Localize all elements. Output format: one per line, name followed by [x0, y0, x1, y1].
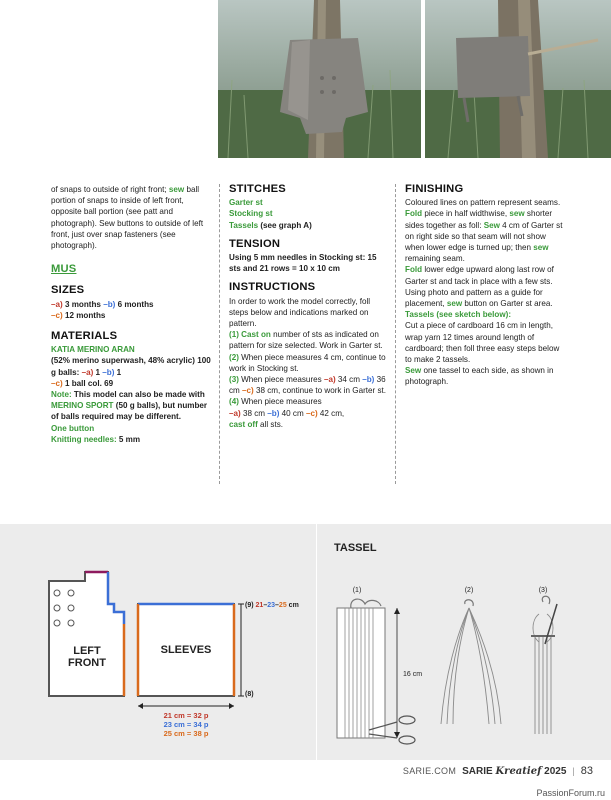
- column-separator: [395, 184, 396, 484]
- finishing-paragraph-3: Fold lower edge upward along last row of Garter st and tack in place with a few sts. Using photo and pattern as a guide for placement, sew button on Garter st area.: [405, 265, 554, 309]
- marker-8: (8): [245, 691, 254, 698]
- left-front-label: LEFT: [73, 645, 101, 657]
- instructions-intro: In order to work the model correctly, foll steps below and indications marked on pattern.: [229, 296, 371, 329]
- footer-divider: |: [572, 766, 575, 776]
- width-size-c: 25 cm = 38 p: [163, 729, 209, 738]
- column-2: [229, 184, 389, 430]
- section-heading-tension: TENSION: [229, 237, 281, 250]
- column-1: [51, 184, 213, 445]
- tassel-title: TASSEL: [334, 542, 377, 554]
- step-3-label: (3): [538, 587, 548, 594]
- instruction-step-2: (2) When piece measures 4 cm, continue to work in Stocking st.: [229, 352, 386, 373]
- width-size-b: 23 cm = 34 p: [163, 720, 209, 729]
- left-front-piece: [49, 572, 124, 696]
- watermark: PassionForum.ru: [536, 788, 605, 798]
- section-heading-mus: MUS: [51, 263, 77, 276]
- footer-brand: SARIE Kreatief 2025: [462, 765, 567, 777]
- step-2-label: (2): [464, 587, 474, 594]
- stitches-list: Garter st Stocking st Tassels (see graph A): [229, 198, 312, 230]
- sleeves-label: SLEEVES: [160, 644, 212, 656]
- page-footer: [403, 765, 593, 777]
- tassels-paragraph: Cut a piece of cardboard 16 cm in length, wrap yarn 12 times around length of cardboard; then foll three easy steps below to make 2 tassels.: [405, 321, 560, 365]
- tension-text: Using 5 mm needles in Stocking st: 15 sts and 21 rows = 10 x 10 cm: [229, 253, 377, 274]
- section-heading-instructions: INSTRUCTIONS: [229, 281, 316, 294]
- tassel-step-1: [337, 599, 422, 744]
- sizes-text: –a) 3 months –b) 6 months –c) 12 months: [51, 299, 154, 320]
- tassel-diagram: [317, 524, 611, 760]
- finishing-paragraph-2: Fold piece in half widthwise, sew shorter sides together as foll: Sew 4 cm of Garter st on right side so that seam will not show when lower edge is turned up; then sew remaining seam.: [405, 209, 563, 264]
- column-separator: [219, 184, 220, 484]
- footer-site: SARIE.COM: [402, 766, 457, 776]
- snaps-paragraph: of snaps to outside of right front; sew ball portion of snaps to inside of left front, opposite ball portion (see patt and photograph). Sew buttons to outside of left front, just over snap fasteners (see photograph).: [51, 185, 204, 251]
- left-front-label: FRONT: [68, 657, 106, 669]
- photo-illustration: [218, 0, 611, 158]
- instruction-step-3: (3) When piece measures –a) 34 cm –b) 36 cm –c) 38 cm, continue to work in Garter st.: [229, 375, 387, 396]
- tassels-heading: Tassels (see sketch below):: [405, 310, 512, 320]
- section-heading-materials: MATERIALS: [51, 330, 118, 343]
- page-number: 83: [580, 765, 593, 777]
- section-heading-stitches: STITCHES: [229, 183, 286, 195]
- materials-text: KATIA MERINO ARAN (52% merino superwash, 48% acrylic) 100 g balls: –a) 1 –b) 1 –c) 1 ball col. 69 Note: This model can also be made with MERINO SPORT (50 g balls), but number of balls required may be different. One button Knitting needles: 5 mm: [51, 345, 211, 444]
- finishing-paragraph-1: Coloured lines on pattern represent seams.: [405, 198, 561, 208]
- tassel-step-2: [441, 600, 501, 724]
- section-heading-finishing: FINISHING: [405, 183, 464, 195]
- width-size-a: 21 cm = 32 p: [163, 711, 209, 720]
- tassel-step-3: [531, 596, 557, 734]
- instruction-step-4: (4) When piece measures –a) 38 cm –b) 40 cm –c) 42 cm, cast off all sts.: [229, 397, 345, 429]
- step-1-label: (1): [352, 587, 362, 594]
- hero-photo: [218, 0, 611, 158]
- tassels-paragraph-2: Sew one tassel to each side, as shown in photograph.: [405, 366, 554, 387]
- column-3: [405, 184, 565, 388]
- instruction-step-1: (1) Cast on number of sts as indicated on pattern for size selected. Work in Garter st.: [229, 330, 383, 351]
- marker-9: (9) 21–23–25 cm: [245, 602, 299, 609]
- section-heading-sizes: SIZES: [51, 284, 85, 297]
- length-label: 16 cm: [403, 671, 423, 678]
- pattern-diagram: [0, 524, 316, 760]
